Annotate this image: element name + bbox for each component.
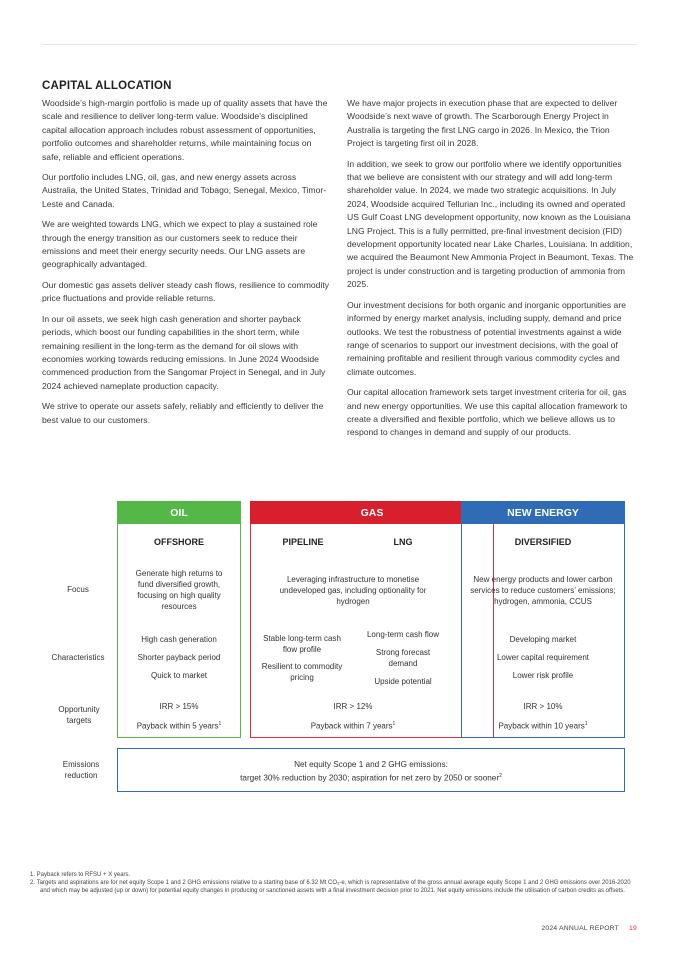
top-divider [42,44,637,45]
oil-payback: Payback within 5 years$^1$ [136,721,222,731]
gas-column [250,501,494,738]
new-energy-characteristic: Lower capital requirement [496,653,590,662]
footnote: 1. Payback refers to RFSU + X years. [30,872,131,878]
new-energy-payback: Payback within 10 years$^1$ [498,721,588,731]
oil-irr: IRR > 15% [159,702,199,711]
page-footer [541,925,637,932]
new-energy-characteristic: Developing market [509,635,577,644]
oil-characteristic: High cash generation [141,635,217,644]
gas-pipeline-subheading: PIPELINE [282,537,324,547]
row-label-emissions-reduction: Emissions reduction [62,760,100,780]
page-number: 19 [629,925,637,932]
report-title: 2024 ANNUAL REPORT [541,925,620,932]
paragraph: Our portfolio includes LNG, oil, gas, and new energy assets across Australia, the United States, Trinidad and Tobago, Senegal, Mexico, Timor-Leste and Canada. [42,172,327,209]
gas-payback: Payback within 7 years$^1$ [310,721,396,731]
oil-subheading: OFFSHORE [153,537,204,547]
paragraph: We have major projects in execution phase that are expected to deliver Woodside’s next wave of growth. The Scarborough Energy Project in Australia is targeting the first LNG cargo in 2026. In Mexico, the Trion Project is targeting first oil in 2028. [347,98,618,149]
oil-focus: Generate high returns to fund diversified growth, focusing on high quality resources [135,569,223,611]
gas-lng-characteristic: Upside potential [374,677,432,686]
oil-characteristic: Shorter payback period [137,653,221,662]
oil-header: OIL [117,501,241,524]
footnote-ref: 1 [392,721,396,727]
gas-header: GAS [250,501,494,524]
paragraph: Our capital allocation framework sets target investment criteria for oil, gas and new energy opportunities. We use this capital allocation framework to create a diversified and flexible portfolio, which we believe allows us to respond to changes in demand and supply of our products. [347,387,628,438]
new-energy-irr: IRR > 10% [523,702,563,711]
oil-characteristic: Quick to market [150,671,207,680]
paragraph: Our investment decisions for both organic and inorganic opportunities are informed by energy market analysis, including supply, demand and price outlooks. We test the robustness of potential investments against a wide range of scenarios to support our investment decisions, with the goal of remaining profitable and resilient through various commodity cycles and climate outcomes. [347,299,626,377]
oil-column [117,501,241,738]
emissions-line-2: target 30% reduction by 2030; aspiration for net zero by 2050 or sooner$^2$ [240,772,502,783]
left-text-column [42,97,330,434]
new-energy-focus: New energy products and lower carbon services to reduce customers’ emissions; hydrogen, ammonia, CCUS [470,575,616,606]
row-label-focus: Focus [67,585,89,594]
emissions-target-box [117,748,625,792]
gas-lng-characteristic: Strong forecast demand [375,648,431,668]
footnote: 2. Targets and aspirations are for net equity Scope 1 and 2 GHG emissions relative to a starting base of 6.32 Mt CO₂-e, which is representative of the gross annual average equity Scope 1 and 2 GHG emissions over 2016-2020 and which may be adjusted (up or down) for potential equity changes in producing or sanctioned assets with a final investment decision prior to 2021. Net equity emissions include the utilisation of carbon credits as offsets. [30,880,631,895]
gas-lng-subheading: LNG [393,537,413,547]
paragraph: We strive to operate our assets safely, reliably and efficiently to deliver the best value to our customers. [42,401,324,425]
paragraph: Our domestic gas assets deliver steady cash flows, resilience to commodity price fluctuations and provide reliable returns. [42,279,330,304]
row-label-characteristics: Characteristics [51,653,105,662]
footnote-ref: 1 [218,721,222,727]
paragraph: We are weighted towards LNG, which we expect to play a sustained role through the energy transition as our customers seek to reduce their emissions and meet their energy security needs. Our LNG assets are geographically advantaged. [42,219,318,270]
gas-irr: IRR > 12% [333,702,373,711]
gas-focus: Leveraging infrastructure to monetise undeveloped gas, including optionality for hydrogen [279,575,427,606]
gas-pipeline-characteristic: Resilient to commodity pricing [261,662,343,682]
new-energy-header: NEW ENERGY [461,501,625,524]
new-energy-characteristic: Lower risk profile [512,671,574,680]
new-energy-column [461,501,625,738]
section-heading: CAPITAL ALLOCATION [42,80,172,92]
paragraph: In our oil assets, we seek high cash generation and shorter payback periods, which boost our funding capabilities in the short term, while remaining resilient in the long-term as the demand for oil slows with economies working towards reducing emissions. In June 2024 Woodside commenced production from the Sangomar Project in Senegal, and in July 2024 achieved nameplate production capacity. [42,313,326,391]
gas-lng-characteristic: Long-term cash flow [366,630,440,639]
right-text-column [347,97,635,447]
row-label-opportunity-targets: Opportunity targets [58,705,100,725]
paragraph: Woodside’s high-margin portfolio is made up of quality assets that have the scale and resilience to deliver long-term value. Woodside’s disciplined capital allocation approach includes robust assessment of opportunities, portfolio outcomes and shareholder returns, while maintaining focus on safe, reliable and efficient operations. [42,98,328,162]
footnotes [30,871,640,896]
footnote-ref: 2 [499,772,502,779]
footnote-ref: 1 [584,721,588,727]
paragraph: In addition, we seek to grow our portfolio where we identify opportunities that we believe are consistent with our strategy and will add long-term shareholder value. In 2024, we made two strategic acquisitions. In July 2024, Woodside acquired Tellurian Inc., including its owned and operated US Gulf Coast LNG development opportunity, now known as the Louisiana LNG Project. This is a fully permitted, pre-final investment decision (FID) development opportunity located near Lake Charles, Louisiana. In addition, we acquired the Beaumont New Ammonia Project in Beaumont, Texas. The project is under construction and is targeting production of ammonia from 2025. [347,158,634,290]
gas-pipeline-characteristic: Stable long-term cash flow profile [263,634,341,654]
capital-allocation-framework [42,500,637,800]
new-energy-subheading: DIVERSIFIED [514,537,572,547]
emissions-line-1: Net equity Scope 1 and 2 GHG emissions: [294,760,448,769]
